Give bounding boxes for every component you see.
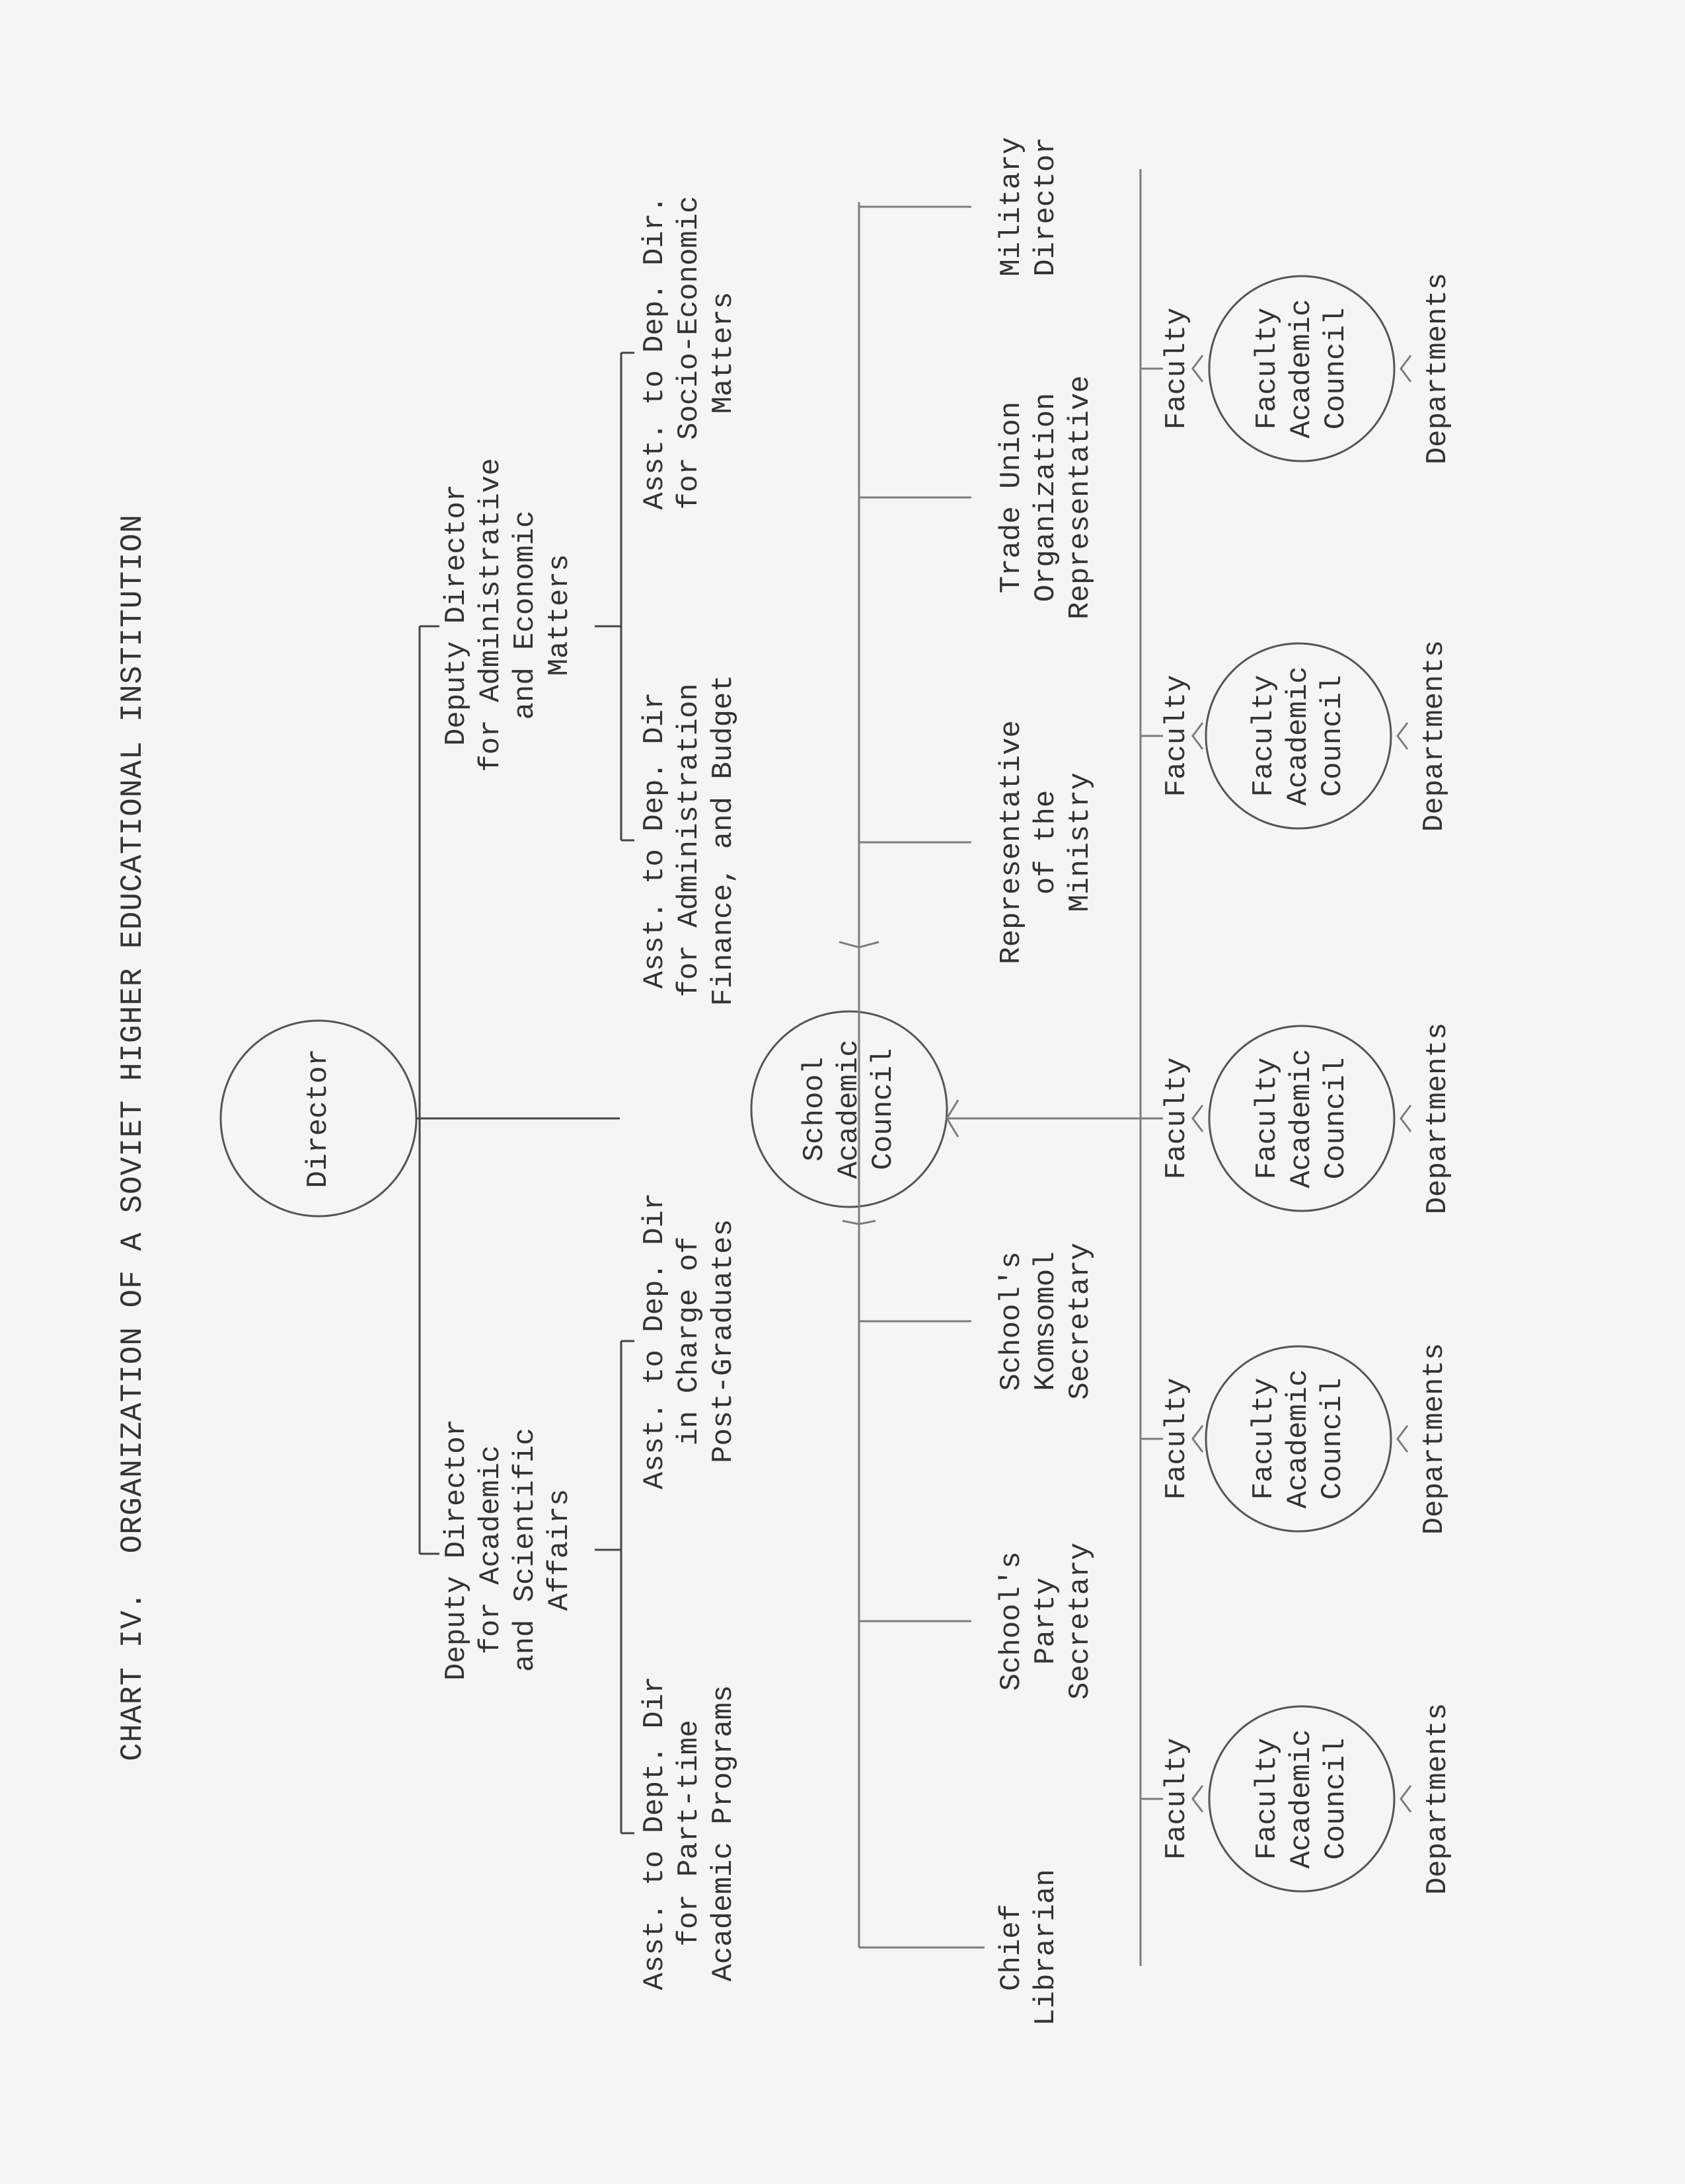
faculty-arrow-5 bbox=[1193, 355, 1203, 382]
departments-arrow-3 bbox=[1401, 1105, 1411, 1132]
departments-label-2: Departments bbox=[1418, 1342, 1451, 1535]
faculty-council-label-1: Faculty Academic Council bbox=[1251, 1729, 1353, 1869]
faculty-arrow-2 bbox=[1193, 1426, 1203, 1452]
chief-librarian-label: Chief Librarian bbox=[995, 1869, 1063, 2026]
part-time-asst-label: Asst. to Dept. Dir for Part-time Academic Programs bbox=[638, 1676, 740, 1990]
departments-label-1: Departments bbox=[1421, 1702, 1454, 1895]
komsomol-secretary-label: School's Komsomol Secretary bbox=[995, 1243, 1097, 1400]
admin-deputy-label: Deputy Director for Administrative and Economic Matters bbox=[440, 458, 576, 772]
faculty-arrow-4 bbox=[1193, 723, 1203, 749]
departments-arrow-2 bbox=[1398, 1426, 1407, 1452]
faculty-label-5: Faculty bbox=[1160, 307, 1193, 430]
faculty-council-label-4: Faculty Academic Council bbox=[1248, 666, 1349, 806]
departments-arrow-1 bbox=[1401, 1786, 1411, 1812]
departments-arrow-5 bbox=[1401, 355, 1411, 382]
faculty-council-label-3: Faculty Academic Council bbox=[1251, 1048, 1353, 1188]
departments-label-3: Departments bbox=[1421, 1022, 1454, 1215]
socio-asst-label: Asst. to Dep. Dir. for Socio-Economic Matters bbox=[638, 196, 740, 510]
party-secretary-label: School's Party Secretary bbox=[995, 1543, 1097, 1700]
director-label: Director bbox=[302, 1048, 335, 1188]
trade-union-rep-label: Trade Union Organization Representative bbox=[995, 375, 1097, 620]
departments-label-5: Departments bbox=[1421, 272, 1454, 465]
faculty-label-2: Faculty bbox=[1160, 1377, 1193, 1500]
faculty-council-label-2: Faculty Academic Council bbox=[1248, 1369, 1349, 1509]
post-grad-asst-label: Asst. to Dep. Dir in Charge of Post-Graduates bbox=[638, 1192, 740, 1490]
finance-asst-label: Asst. to Dep. Dir for Administration Finance, and Budget bbox=[638, 674, 740, 1006]
faculty-arrow-1 bbox=[1193, 1786, 1203, 1812]
faculty-label-3: Faculty bbox=[1160, 1057, 1193, 1180]
academic-deputy-label: Deputy Director for Academic and Scientific Affairs bbox=[440, 1418, 576, 1681]
faculty-arrow-3 bbox=[1193, 1105, 1203, 1132]
departments-label-4: Departments bbox=[1418, 639, 1451, 832]
ministry-rep-label: Representative of the Ministry bbox=[995, 720, 1097, 965]
departments-arrow-4 bbox=[1398, 723, 1407, 749]
chart-title: CHART IV. ORGANIZATION OF A SOVIET HIGHER EDUCATIONAL INSTITUTION bbox=[116, 514, 150, 1761]
faculty-council-label-5: Faculty Academic Council bbox=[1251, 299, 1353, 439]
faculty-label-1: Faculty bbox=[1160, 1737, 1193, 1860]
faculty-label-4: Faculty bbox=[1160, 674, 1193, 797]
military-director-label: Military Director bbox=[995, 137, 1063, 277]
school-council-label: School Academic Council bbox=[798, 1039, 900, 1179]
